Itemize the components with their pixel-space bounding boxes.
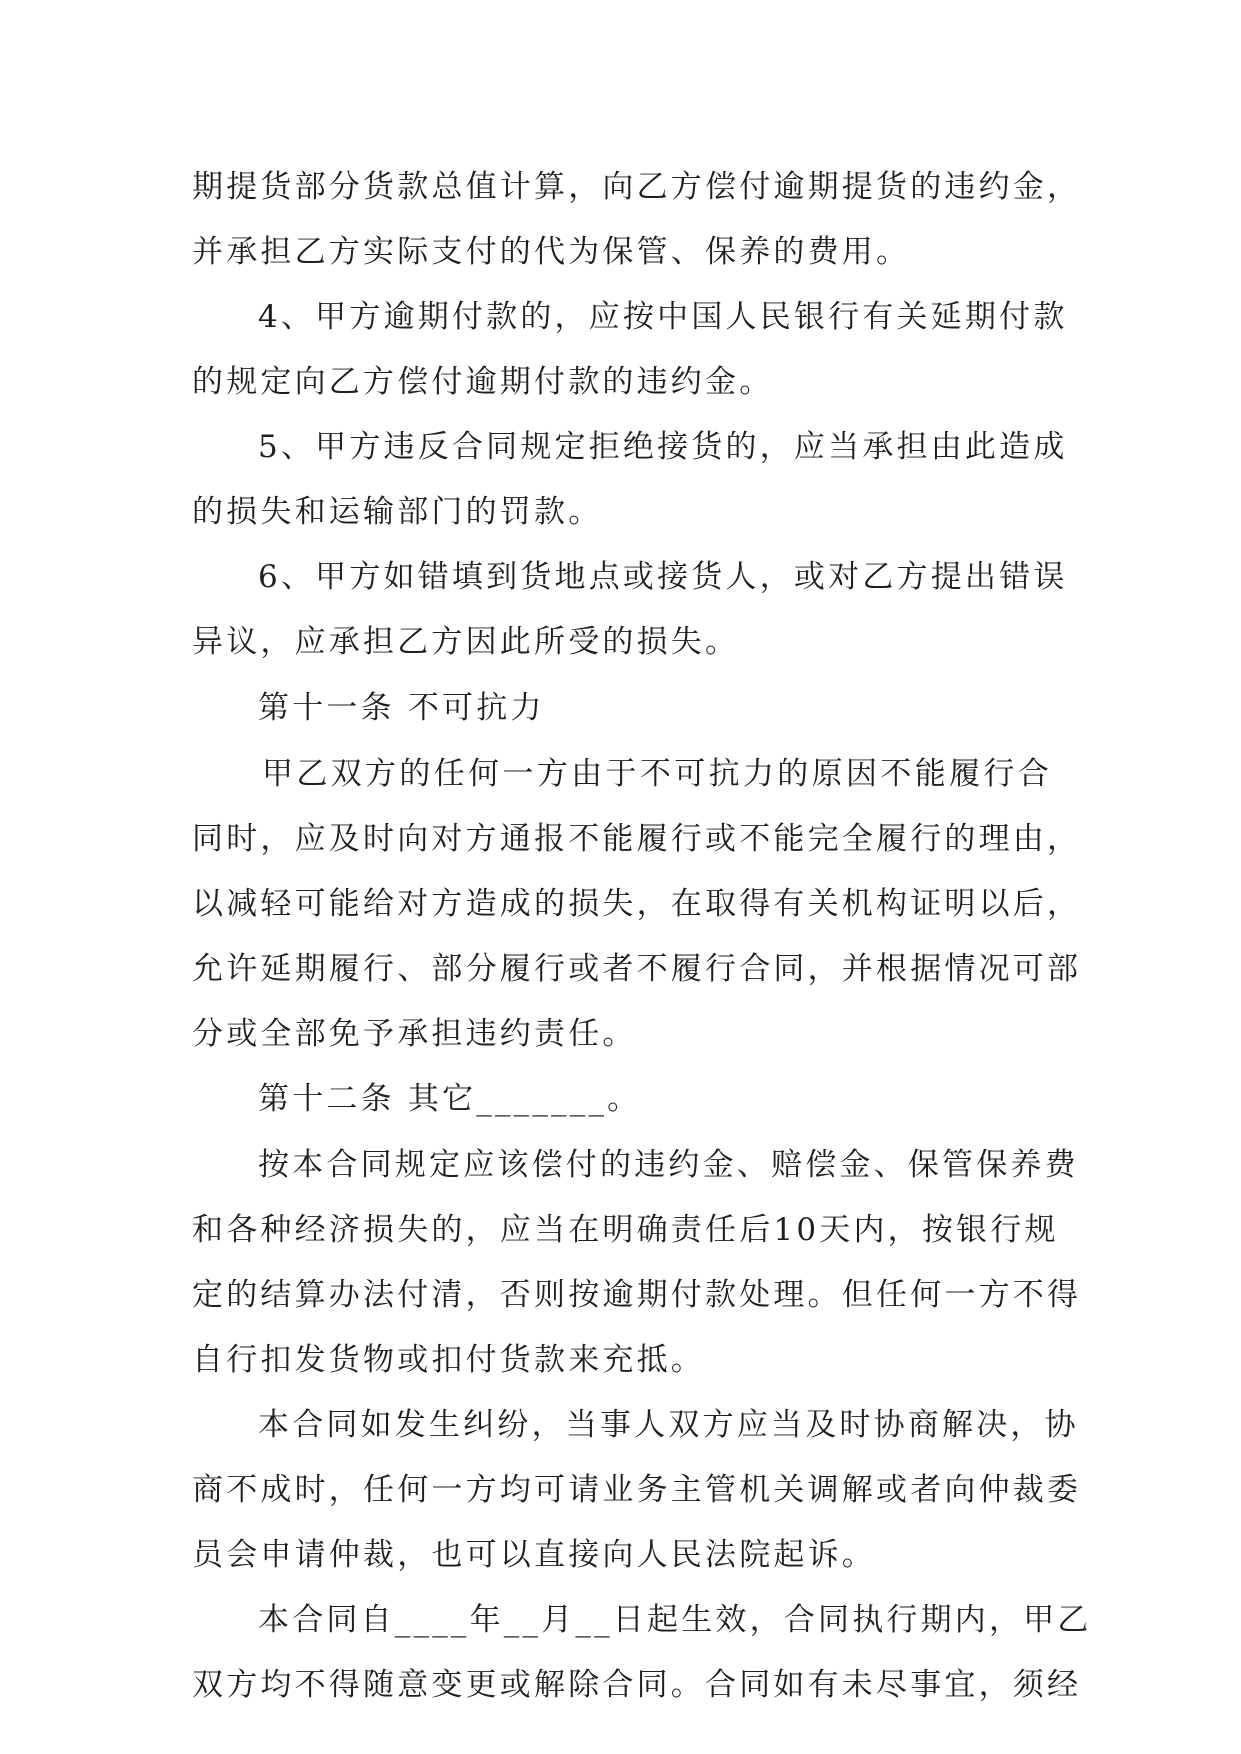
body-text-line: 并承担乙方实际支付的代为保管、保养的费用。 [192,234,911,270]
body-text-line: 商不成时，任何一方均可请业务主管机关调解或者向仲裁委 [192,1472,1082,1508]
body-text-line: 允许延期履行、部分履行或者不履行合同，并根据情况可部 [192,951,1082,987]
body-text-line: 本合同如发生纠纷，当事人双方应当及时协商解决，协 [258,1407,1079,1443]
body-text-line: 和各种经济损失的，应当在明确责任后10天内，按银行规 [192,1212,1059,1248]
body-text-line: 分或全部免予承担违约责任。 [192,1016,637,1052]
article-heading-12: 第十二条 其它_______。 [258,1081,642,1117]
body-text-line: 双方均不得随意变更或解除合同。合同如有未尽事宜，须经 [192,1667,1082,1703]
body-text-line: 以减轻可能给对方造成的损失，在取得有关机构证明以后， [192,886,1082,922]
body-text-line: 异议，应承担乙方因此所受的损失。 [192,624,740,660]
body-text-line: 定的结算办法付清，否则按逾期付款处理。但任何一方不得 [192,1277,1082,1313]
clause-item-6: 6、甲方如错填到货地点或接货人，或对乙方提出错误 [258,559,1068,595]
body-text-line: 同时，应及时向对方通报不能履行或不能完全履行的理由， [192,821,1082,857]
body-text-line: 甲乙双方的任何一方由于不可抗力的原因不能履行合 [262,756,1052,792]
clause-item-4: 4、甲方逾期付款的，应按中国人民银行有关延期付款 [258,299,1068,335]
body-text-line: 的规定向乙方偿付逾期付款的违约金。 [192,364,774,400]
body-text-line: 本合同自____年__月__日起生效，合同执行期内，甲乙 [258,1602,1092,1638]
body-text-line: 期提货部分货款总值计算，向乙方偿付逾期提货的违约金， [192,169,1082,205]
article-heading-11: 第十一条 不可抗力 [258,690,545,726]
body-text-line: 按本合同规定应该偿付的违约金、赔偿金、保管保养费 [258,1147,1079,1183]
body-text-line: 员会申请仲裁，也可以直接向人民法院起诉。 [192,1537,876,1573]
body-text-line: 的损失和运输部门的罚款。 [192,494,603,530]
body-text-line: 自行扣发货物或扣付货款来充抵。 [192,1342,705,1378]
clause-item-5: 5、甲方违反合同规定拒绝接货的，应当承担由此造成 [258,429,1068,465]
